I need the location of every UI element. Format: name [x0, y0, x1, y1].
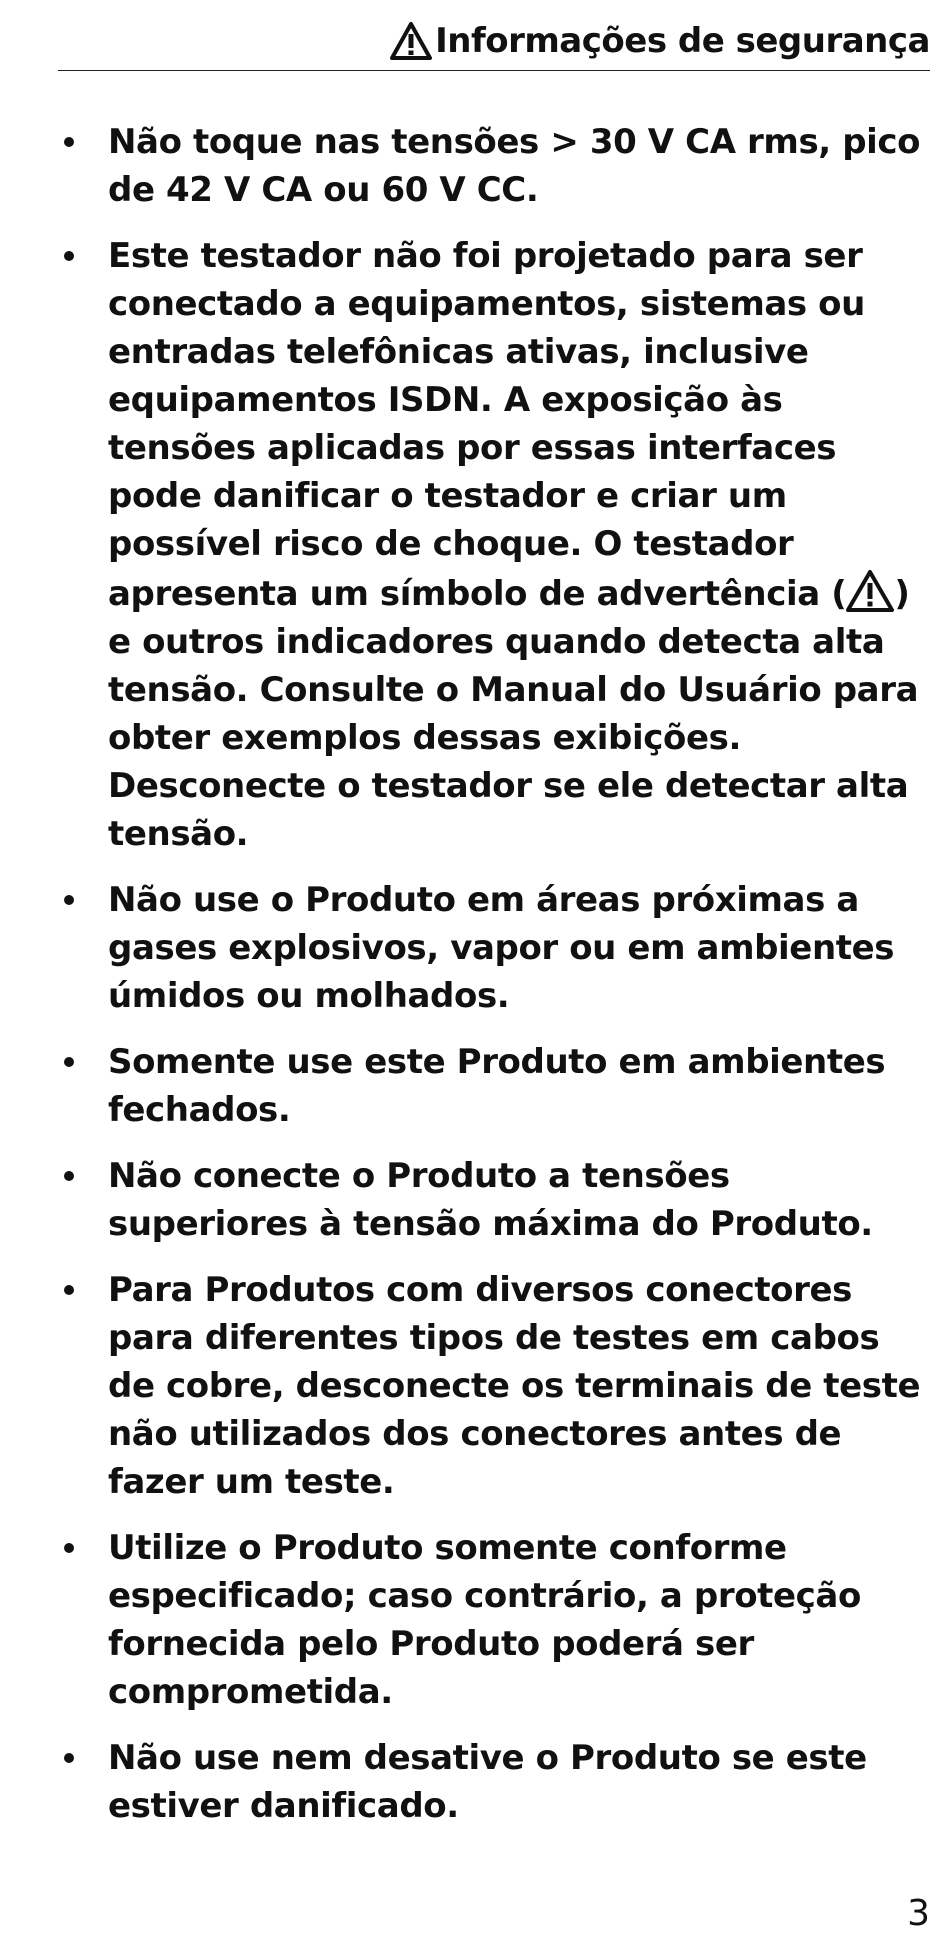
bullet-dot: [64, 1753, 74, 1763]
bullet-text: Somente use este Produto em ambientes fechados.: [108, 1042, 886, 1130]
list-item: [58, 232, 928, 858]
list-item: [58, 118, 928, 214]
list-item: [58, 1524, 928, 1716]
bullet-dot: [64, 1285, 74, 1295]
warning-triangle-icon: [845, 568, 895, 614]
bullet-text: Não toque nas tensões > 30 V CA rms, pico de 42 V CA ou 60 V CC.: [108, 122, 921, 210]
bullet-text: Não use o Produto em áreas próximas a gases explosivos, vapor ou em ambientes úmidos ou molhados.: [108, 880, 895, 1016]
bullet-text: Este testador não foi projetado para ser conectado a equipamentos, sistemas ou entradas telefônicas ativas, inclusive equipamentos ISDN. A exposição às tensões aplicadas por essas interfaces pode danificar o testador e criar um possível risco de choque. O testador apresenta um símbolo de advertência (: [108, 236, 865, 614]
warning-triangle-icon: [389, 21, 433, 61]
list-item: [58, 1266, 928, 1506]
bullet-dot: [64, 895, 74, 905]
bullet-dot: [64, 1057, 74, 1067]
list-item: [58, 876, 928, 1020]
bullet-text: Não use nem desative o Produto se este estiver danificado.: [108, 1738, 867, 1826]
bullet-text-continued: ) e outros indicadores quando detecta alta tensão. Consulte o Manual do Usuário para obter exemplos dessas exibições. Desconecte o testador se ele detectar alta tensão.: [108, 574, 919, 854]
bullet-dot: [64, 251, 74, 261]
safety-bullet-list: [58, 118, 928, 1848]
page-title: Informações de segurança: [435, 21, 930, 61]
bullet-dot: [64, 1543, 74, 1553]
bullet-text: Utilize o Produto somente conforme especificado; caso contrário, a proteção fornecida pelo Produto poderá ser comprometida.: [108, 1528, 861, 1712]
bullet-text: Não conecte o Produto a tensões superiores à tensão máxima do Produto.: [108, 1156, 873, 1244]
bullet-dot: [64, 1171, 74, 1181]
bullet-dot: [64, 137, 74, 147]
page-header: [58, 18, 930, 71]
bullet-text: Para Produtos com diversos conectores para diferentes tipos de testes em cabos de cobre, desconecte os terminais de teste não utilizados dos conectores antes de fazer um teste.: [108, 1270, 921, 1502]
list-item: [58, 1038, 928, 1134]
list-item: [58, 1734, 928, 1830]
list-item: [58, 1152, 928, 1248]
page-number: 3: [907, 1893, 930, 1934]
